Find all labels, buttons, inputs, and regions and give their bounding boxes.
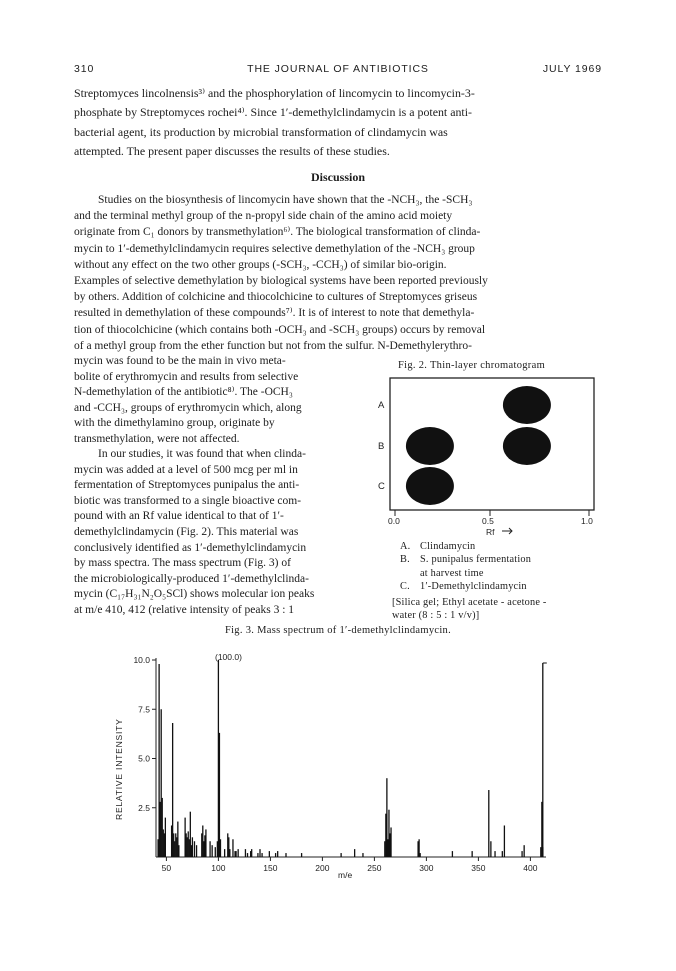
figure-2-caption: Fig. 2. Thin-layer chromatogram [398,360,546,371]
chromatography-conditions [392,596,610,623]
rf-axis-label: Rf [486,527,495,535]
discussion-line: Examples of selective demethylation by biological systems have been reported previously [74,275,488,288]
x-tick-label: 150 [263,863,278,873]
discussion-line: and the terminal methyl group of the n-propyl side chain of the amino acid moiety [74,210,453,223]
x-tick-label: 300 [419,863,434,873]
discussion-paragraph [74,192,600,354]
y-tick-label: 5.0 [138,753,150,764]
discussion-line: Studies on the biosynthesis of lincomycin have shown that the -NCH₃, the -SCH₃ [98,194,473,206]
column-line: pound with an Rf value identical to that of 1′- [74,510,284,523]
discussion-line: by others. Addition of colchicine and thiocolchicine to cultures of Streptomyces griseus [74,291,478,304]
x-tick-label: 100 [211,863,226,873]
rf-tick-label: 0.5 [482,516,494,526]
legend-key: A. [400,541,411,552]
discussion-column [74,354,357,618]
column-line: fermentation of Streptomyces punipalus the anti- [74,479,300,492]
x-tick-label: 50 [161,863,172,873]
intro-line: phosphate by Streptomyces rochei⁴⁾. Since 1′-demethylclindamycin is a potent anti- [74,105,472,120]
x-tick-label: 200 [315,863,330,873]
tlc-spot [406,427,454,465]
y-tick-label: 2.5 [138,802,150,813]
legend-row [400,540,610,553]
legend-text: Clindamycin [420,541,476,552]
legend-row [400,580,610,593]
note-line: water (8 : 5 : 1 v/v)] [392,610,480,622]
column-line: and -CCH₃, groups of erythromycin which, along [74,401,302,414]
legend-row [400,567,610,580]
column-line: conclusively identified as 1′-demethylclindamycin [74,541,307,554]
x-axis-label: m/e [338,870,353,880]
figure-3-caption: Fig. 3. Mass spectrum of 1′-demethylclindamycin. [224,625,452,636]
lane-label: A [378,400,385,411]
column-line: demethylclindamycin (Fig. 2). This material was [74,526,299,539]
column-line: mycin (C₁₇H₃₁N₂O₅SCl) shows molecular ion peaks [74,588,315,601]
y-tick-label: 10.0 [133,655,150,665]
intro-line: bacterial agent, its production by microbial transformation of clindamycin was [74,124,448,139]
section-heading: Discussion [310,170,366,184]
discussion-line: mycin to 1′-demethylclindamycin requires selective demethylation of the -NCH₃ group [74,242,475,255]
note-line: [Silica gel; Ethyl acetate - acetone - [392,596,547,608]
discussion-line: without any effect on the two other groups (-SCH₃, -CCH₃) of similar bio-origin. [74,258,447,271]
tlc-spot [406,467,454,505]
tlc-spot [503,386,551,424]
column-line: biotic was transformed to a single bioactive com- [74,494,302,507]
legend-key: C. [400,581,410,593]
column-line: mycin was found to be the main in vivo meta- [74,355,286,367]
figure-2-legend [392,540,610,622]
y-axis-label: RELATIVE INTENSITY [114,718,124,820]
legend-text: 1′-Demethylclindamycin [420,581,527,593]
legend-text: at harvest time [420,567,484,579]
discussion-line: originate from C₁ donors by transmethylation⁶⁾. The biological transformation of clinda- [74,226,481,239]
tlc-chromatogram [370,375,610,535]
rf-tick-label: 1.0 [581,516,593,526]
discussion-line: resulted in demethylation of these compounds⁷⁾. It is of interest to note that demethyla- [74,307,475,320]
y-tick-label: 7.5 [138,704,150,715]
column-line: bolite of erythromycin and results from selective [74,370,299,383]
tlc-spot [503,427,551,465]
legend-text: S. punipalus fermentation [420,554,532,566]
legend-key [400,567,420,580]
legend-row [400,553,610,566]
legend-key: B. [400,554,410,566]
x-tick-label: 250 [367,863,382,873]
arrow-right-icon [502,528,512,534]
column-line: In our studies, it was found that when clinda- [98,448,306,461]
lane-label: C [378,481,385,492]
column-line: N-demethylation of the antibiotic⁸⁾. The -OCH₃ [74,386,293,399]
intro-line: Streptomyces lincolnensis³⁾ and the phosphorylation of lincomycin to lincomycin-3- [74,86,475,100]
column-line: with the dimethylamino group, originate by [74,417,275,430]
mass-spectrum-chart [100,640,560,880]
intro-paragraph [74,84,600,161]
rf-tick-label: 0.0 [388,516,400,526]
column-line: by mass spectra. The mass spectrum (Fig. 3) of [74,557,291,570]
page-number: 310 [74,63,95,75]
lane-label: B [378,441,385,452]
column-line: mycin was added at a level of 500 mcg per ml in [74,463,298,476]
x-tick-label: 400 [523,863,538,873]
column-line: the microbiologically-produced 1′-demethylclinda- [74,572,309,585]
intro-line: attempted. The present paper discusses the results of these studies. [74,143,390,158]
x-tick-label: 350 [471,863,486,873]
column-line: transmethylation, were not affected. [74,432,240,445]
discussion-line: tion of thiocolchicine (which contains both -OCH₃ and -SCH₃ groups) occurs by removal [74,323,486,336]
base-peak-annotation: (100.0) [215,652,242,662]
journal-title: THE JOURNAL OF ANTIBIOTICS [247,63,429,75]
discussion-line: of a methyl group from the ether function but not from the sulfur. N-Demethylerythro- [74,339,472,352]
issue-date: JULY 1969 [542,63,602,75]
column-line: at m/e 410, 412 (relative intensity of peaks 3 : 1 [74,603,295,616]
